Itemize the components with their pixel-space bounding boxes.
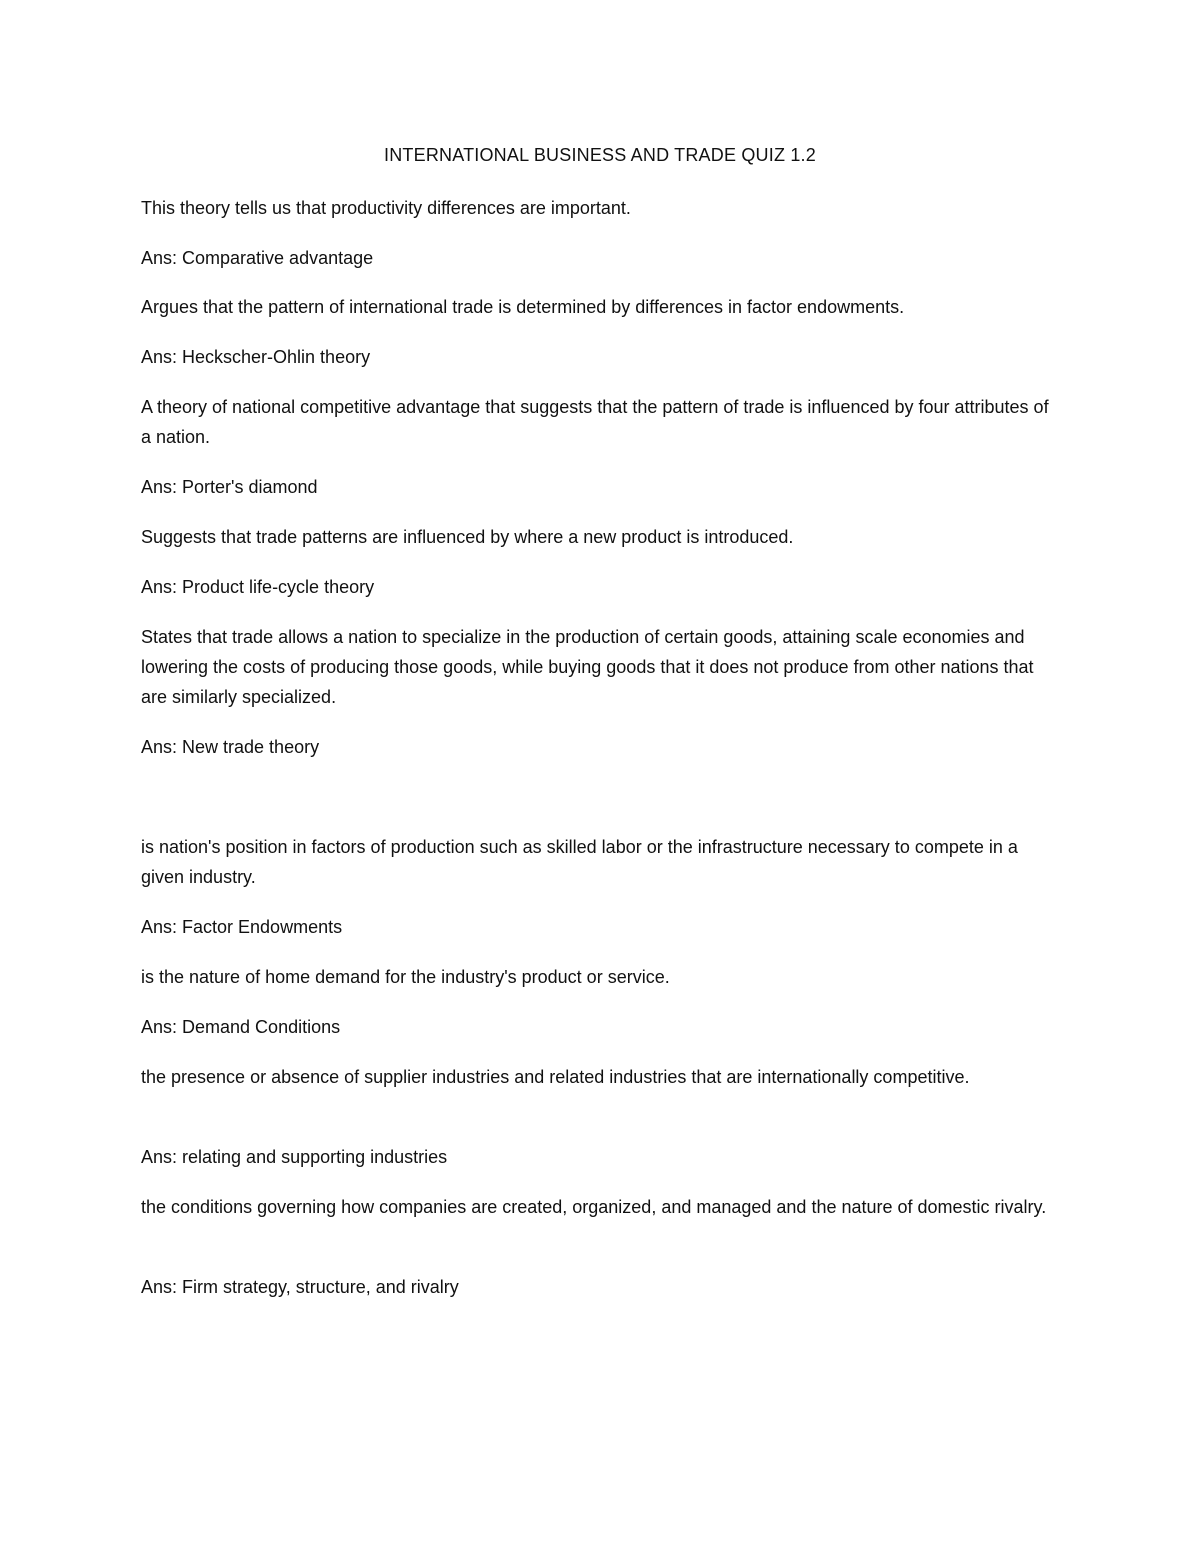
question-9: the conditions governing how companies are created, organized, and managed and the nature of domestic rivalry. [141, 1197, 1047, 1217]
question-1: This theory tells us that productivity differences are important. [141, 198, 631, 218]
question-5: States that trade allows a nation to specialize in the production of certain goods, attaining scale economies and lowering the costs of producing those goods, while buying goods that it does not produce from other nations that are similarly specialized. [141, 627, 1034, 707]
answer-7: Ans: Demand Conditions [141, 1017, 341, 1037]
question-6: is nation's position in factors of production such as skilled labor or the infrastructure necessary to compete in a given industry. [141, 837, 1018, 887]
answer-4: Ans: Product life-cycle theory [141, 577, 375, 597]
question-4: Suggests that trade patterns are influenced by where a new product is introduced. [141, 527, 794, 547]
question-2: Argues that the pattern of international trade is determined by differences in factor endowments. [141, 297, 905, 317]
answer-1: Ans: Comparative advantage [141, 248, 374, 268]
answer-9: Ans: Firm strategy, structure, and rivalry [141, 1277, 459, 1297]
answer-3: Ans: Porter's diamond [141, 477, 318, 497]
question-3: A theory of national competitive advantage that suggests that the pattern of trade is influenced by four attributes of a nation. [141, 397, 1049, 447]
answer-8: Ans: relating and supporting industries [141, 1147, 448, 1167]
answer-5: Ans: New trade theory [141, 737, 320, 757]
document-title: INTERNATIONAL BUSINESS AND TRADE QUIZ 1.2 [384, 145, 816, 165]
question-8: the presence or absence of supplier industries and related industries that are internationally competitive. [141, 1067, 970, 1087]
answer-2: Ans: Heckscher-Ohlin theory [141, 347, 371, 367]
answer-6: Ans: Factor Endowments [141, 917, 343, 937]
question-7: is the nature of home demand for the industry's product or service. [141, 967, 670, 987]
